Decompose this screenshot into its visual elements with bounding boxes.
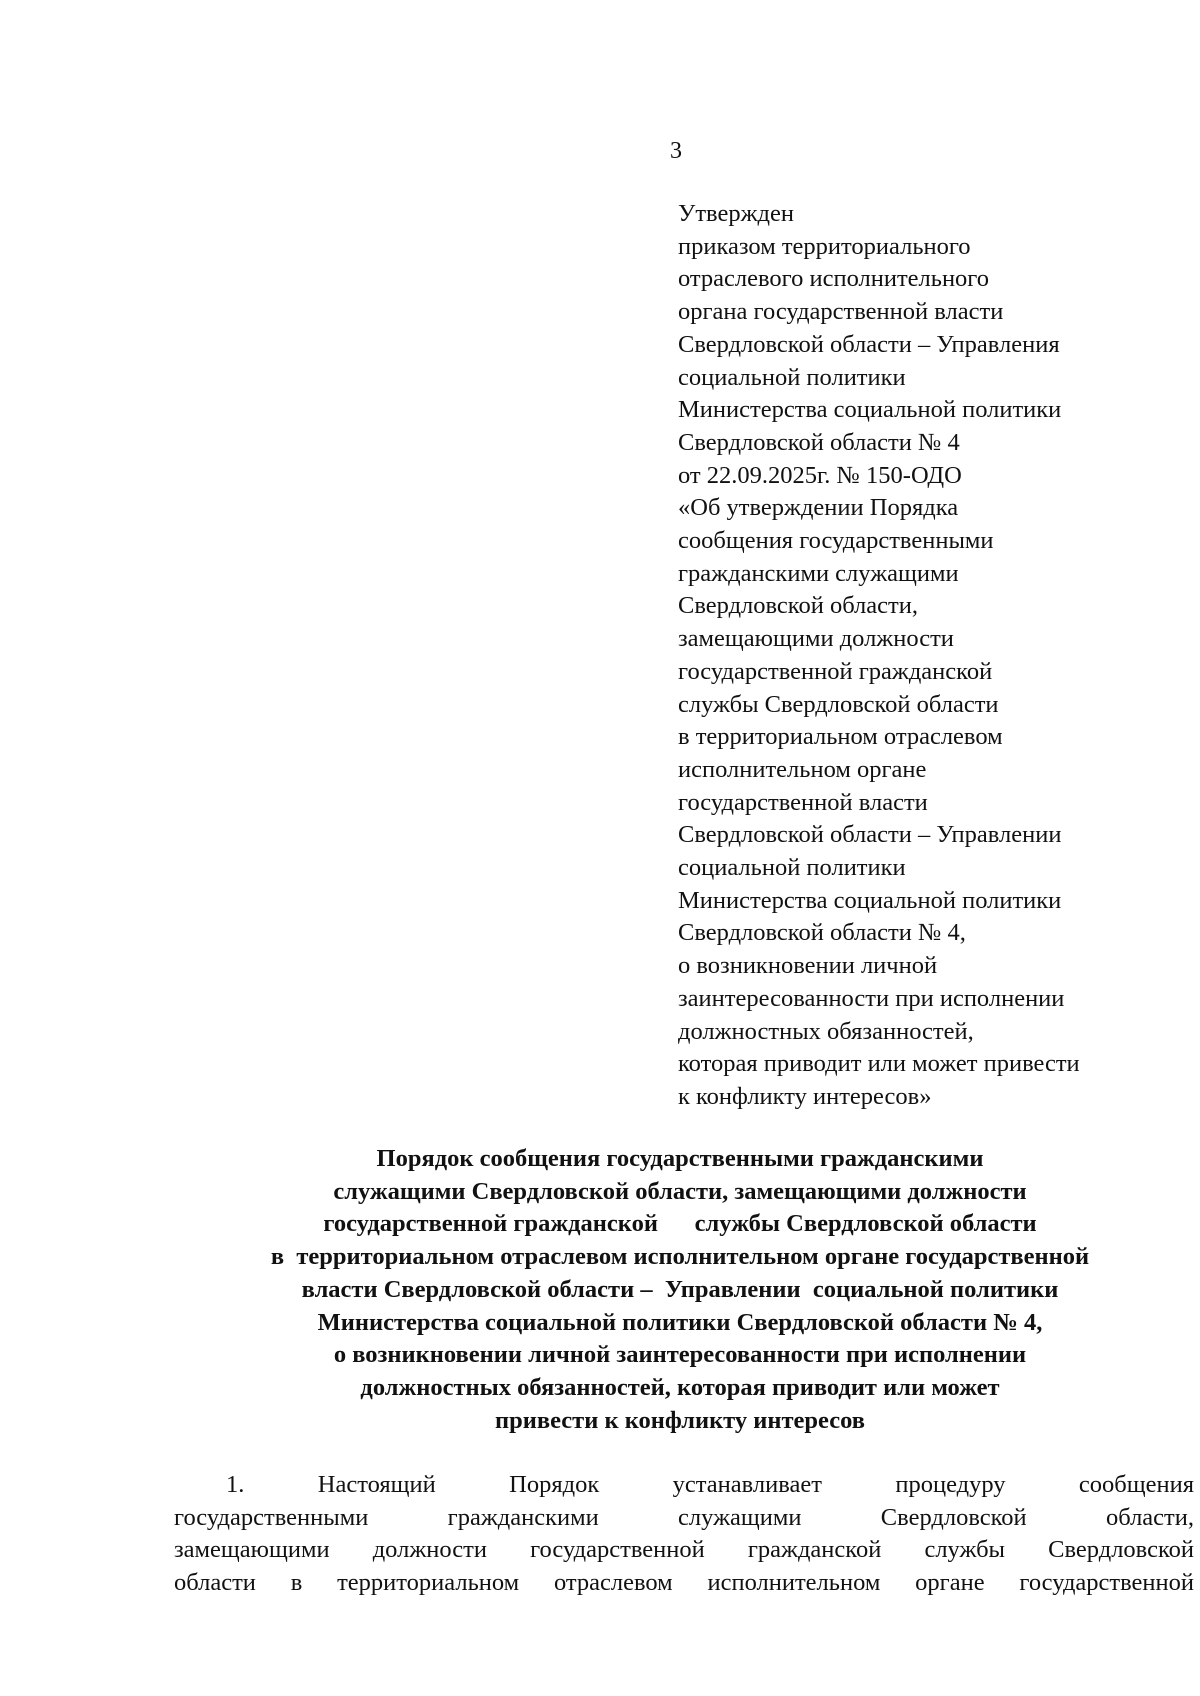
paragraph-line: 1. Настоящий Порядок устанавливает процедуру сообщения <box>226 1471 1194 1498</box>
approval-line: гражданскими служащими <box>678 559 959 587</box>
title-line: государственной гражданской службы Свердловской области <box>323 1210 1037 1238</box>
approval-block <box>678 198 1178 1114</box>
document-title <box>150 1143 1200 1437</box>
approval-line: должностных обязанностей, <box>678 1017 974 1045</box>
title-line: в территориальном отраслевом исполнительном органе государственной <box>270 1243 1090 1271</box>
approval-line: службы Свердловской области <box>678 690 999 718</box>
approval-line: в территориальном отраслевом <box>678 723 1003 751</box>
page-number: 3 <box>670 138 682 164</box>
approval-line: Свердловской области – Управления <box>678 330 1060 358</box>
approval-line: сообщения государственными <box>678 527 994 555</box>
title-line: Министерства социальной политики Свердловской области № 4, <box>317 1308 1043 1336</box>
approval-line: Свердловской области № 4 <box>678 428 960 456</box>
approval-line: социальной политики <box>678 363 906 391</box>
title-line: должностных обязанностей, которая приводит или может <box>360 1373 1000 1401</box>
approval-line: социальной политики <box>678 854 906 882</box>
approval-line: Свердловской области, <box>678 592 918 620</box>
paragraph-1 <box>174 1469 1194 1600</box>
approval-line: приказом территориального <box>678 232 971 260</box>
title-line: служащими Свердловской области, замещающими должности <box>333 1177 1027 1205</box>
approval-line: Утвержден <box>678 200 794 227</box>
approval-line: исполнительном органе <box>678 755 927 783</box>
paragraph-line: области в территориальном отраслевом исполнительном органе государственной <box>174 1569 1194 1597</box>
paragraph-line: государственными гражданскими служащими Свердловской области, <box>174 1503 1194 1531</box>
title-line: Порядок сообщения государственными гражданскими <box>376 1145 984 1172</box>
title-line: о возникновении личной заинтересованности при исполнении <box>333 1341 1027 1369</box>
approval-line: государственной власти <box>678 788 928 816</box>
approval-line: Министерства социальной политики <box>678 886 1062 914</box>
paragraph-line: замещающими должности государственной гражданской службы Свердловской <box>174 1536 1194 1564</box>
approval-line: о возникновении личной <box>678 952 938 980</box>
approval-line: которая приводит или может привести <box>678 1050 1080 1078</box>
title-line: привести к конфликту интересов <box>495 1406 865 1434</box>
approval-line: органа государственной власти <box>678 298 1004 326</box>
approval-line: Свердловской области № 4, <box>678 919 966 947</box>
approval-line: «Об утверждении Порядка <box>678 494 959 522</box>
approval-line: замещающими должности <box>678 625 954 653</box>
approval-line: Министерства социальной политики <box>678 396 1062 424</box>
approval-line: отраслевого исполнительного <box>678 265 989 293</box>
approval-line: от 22.09.2025г. № 150-ОДО <box>678 461 962 489</box>
title-line: власти Свердловской области – Управлении социальной политики <box>301 1275 1059 1303</box>
approval-line: государственной гражданской <box>678 657 993 685</box>
approval-line: к конфликту интересов» <box>678 1082 932 1110</box>
approval-line: Свердловской области – Управлении <box>678 821 1062 849</box>
approval-line: заинтересованности при исполнении <box>678 984 1065 1012</box>
